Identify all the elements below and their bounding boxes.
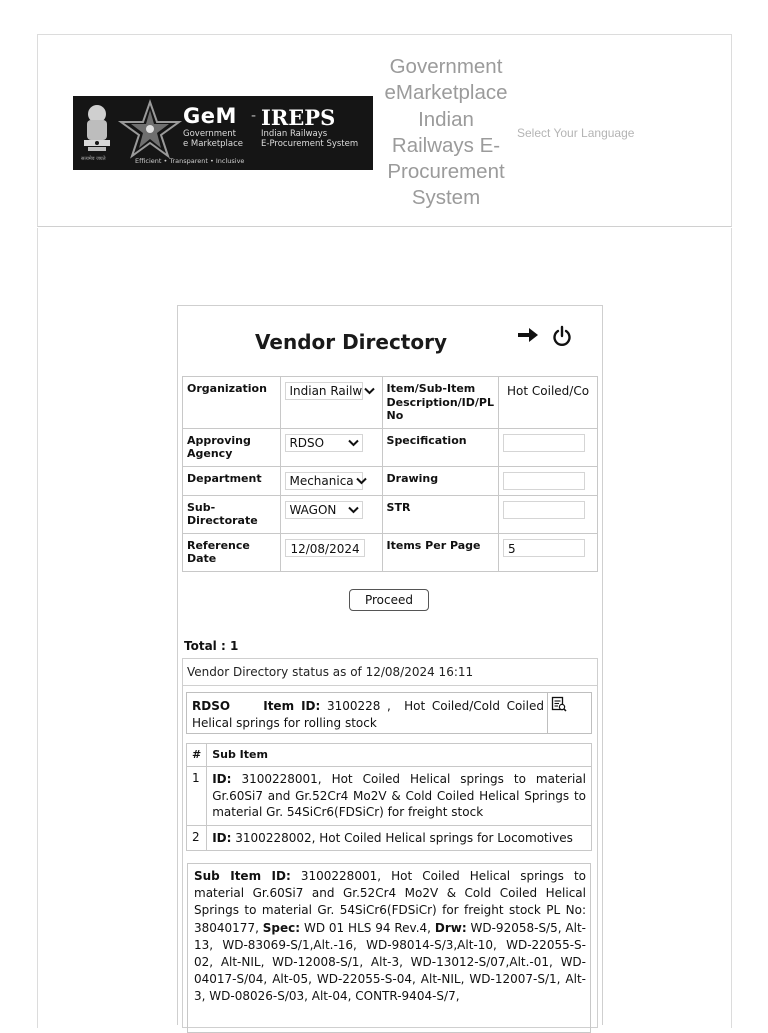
organization-label: Organization <box>183 377 281 429</box>
ireps-subtitle <box>261 129 358 149</box>
row-id-label: ID: <box>212 830 232 845</box>
ireps-subtitle-line-2: E-Procurement System <box>261 139 359 149</box>
spec-text: WD 01 HLS 94 Rev.4, <box>303 920 431 935</box>
sub-directorate-cell <box>281 495 382 533</box>
chevron-down-icon <box>356 477 367 485</box>
approving-agency-cell <box>281 428 382 466</box>
item-description-input[interactable]: Hot Coiled/Co <box>507 384 590 398</box>
items-per-page-cell <box>499 533 598 571</box>
site-title <box>374 54 518 212</box>
gem-subtitle-line-2: e Marketplace <box>183 139 244 149</box>
item-summary <box>192 698 544 731</box>
ireps-subtitle-line-1: Indian Railways <box>261 129 328 139</box>
approving-agency-label: Approving Agency <box>183 428 281 466</box>
item-id-value: 3100228 , <box>326 699 391 713</box>
drawing-cell <box>499 466 598 495</box>
sub-directorate-select[interactable] <box>285 501 363 519</box>
sub-item-detail <box>194 868 586 1006</box>
gem-wordmark: GeM <box>183 104 237 128</box>
sub-item-table <box>186 743 592 851</box>
str-cell <box>499 495 598 533</box>
site-title-line: Procurement <box>387 160 505 184</box>
item-agency: RDSO <box>192 699 231 713</box>
status-line: Vendor Directory status as of 12/08/2024 16:11 <box>187 665 474 679</box>
str-input[interactable] <box>503 501 585 519</box>
chevron-down-icon <box>364 387 375 395</box>
table-row[interactable] <box>187 825 592 851</box>
gem-ireps-logo[interactable] <box>73 96 373 170</box>
items-per-page-label: Items Per Page <box>382 533 498 571</box>
site-title-line: Railways E- <box>391 133 501 157</box>
drawing-label: Drawing <box>382 466 498 495</box>
sub-item-id-text: 3100228001, Hot Coiled Helical springs to material Gr.60Si7 and Gr.52Cr4 Mo2V & Cold Coiled Helical Springs to material Gr. 54SiCr6(FDSiCr) for freight stock PL No: 38040177, <box>194 869 586 935</box>
ireps-wordmark: IREPS <box>261 105 336 130</box>
organization-value: Indian Railw <box>289 384 363 398</box>
logo-separator: - <box>251 108 257 124</box>
row-text: 3100228001, Hot Coiled Helical springs to material Gr.60Si7 and Gr.52Cr4 Mo2V & Cold Coiled Helical Springs to material Gr. 54SiCr6(FDSiCr) for freight stock <box>212 772 586 819</box>
approving-agency-value: RDSO <box>289 435 325 450</box>
item-divider <box>547 693 548 733</box>
arrow-right-icon[interactable] <box>517 327 539 343</box>
sub-directorate-label: Sub-Directorate <box>183 495 281 533</box>
items-per-page-input[interactable]: 5 <box>503 539 585 557</box>
chevron-down-icon <box>348 439 359 447</box>
row-text: 3100228002, Hot Coiled Helical springs for Locomotives <box>235 830 573 845</box>
department-value: Mechanica <box>289 473 354 488</box>
department-select[interactable] <box>285 472 363 490</box>
row-number: 2 <box>187 825 207 851</box>
row-id-label: ID: <box>212 772 232 786</box>
emblem-caption: सत्यमेव जयते <box>81 156 106 162</box>
item-description-cell <box>499 377 598 429</box>
specification-label: Specification <box>382 428 498 466</box>
organization-cell <box>281 377 382 429</box>
row-description <box>207 825 592 851</box>
spec-label: Spec: <box>262 920 301 935</box>
proceed-button[interactable]: Proceed <box>349 589 429 611</box>
item-description-label: Item/Sub-Item Description/ID/PL No <box>382 377 498 429</box>
reference-date-label: Reference Date <box>183 533 281 571</box>
organization-select[interactable] <box>285 382 363 400</box>
divider <box>183 685 597 686</box>
table-row[interactable] <box>187 767 592 826</box>
site-title-line: Indian <box>418 107 474 131</box>
reference-date-cell <box>281 533 382 571</box>
row-number: 1 <box>187 767 207 826</box>
site-title-line: System <box>411 186 481 210</box>
specification-input[interactable] <box>503 434 585 452</box>
approving-agency-select[interactable] <box>285 434 363 452</box>
gem-subtitle-line-1: Government <box>183 129 237 139</box>
column-header-sub-item: Sub Item <box>207 744 592 767</box>
specification-cell <box>499 428 598 466</box>
site-title-line: eMarketplace <box>384 81 508 105</box>
logo-tagline: Efficient • Transparent • Inclusive <box>135 157 245 165</box>
document-view-icon[interactable] <box>551 696 567 712</box>
site-title-line: Government <box>389 55 503 78</box>
item-description: Hot Coiled/Cold Coiled Helical springs for rolling stock <box>192 699 544 730</box>
column-header-number: # <box>187 744 207 767</box>
power-icon[interactable] <box>552 325 572 347</box>
chevron-down-icon <box>348 506 359 514</box>
filter-table <box>182 376 598 572</box>
str-label: STR <box>382 495 498 533</box>
select-language-link[interactable]: Select Your Language <box>517 126 635 140</box>
sub-item-id-label: Sub Item ID: <box>194 869 291 883</box>
gem-star-icon <box>119 100 181 158</box>
drawing-input[interactable] <box>503 472 585 490</box>
reference-date-input[interactable]: 12/08/2024 <box>285 539 365 557</box>
department-label: Department <box>183 466 281 495</box>
gem-subtitle <box>183 129 243 149</box>
sub-directorate-value: WAGON <box>289 502 337 517</box>
drawing-detail-text: WD-92058-S/5, Alt-13, WD-83069-S/1,Alt.-16, WD-98014-S/3,Alt-10, WD-22055-S-02, Alt-NIL, WD-12008-S/1, Alt-3, WD-13012-S/07,Alt.-01, WD-04017-S/04, Alt-05, WD-22055-S-04, Alt-NIL, WD-12007-S/1, Alt-3, WD-08026-S/03, Alt-04, CONTR-9404-S/7, <box>194 920 586 1004</box>
national-emblem-icon <box>79 102 115 156</box>
row-description <box>207 767 592 826</box>
total-count: Total : 1 <box>184 639 239 653</box>
department-cell <box>281 466 382 495</box>
drawing-detail-label: Drw: <box>434 920 467 935</box>
item-id-label: Item ID: <box>263 699 321 713</box>
page-title: Vendor Directory <box>255 330 448 354</box>
